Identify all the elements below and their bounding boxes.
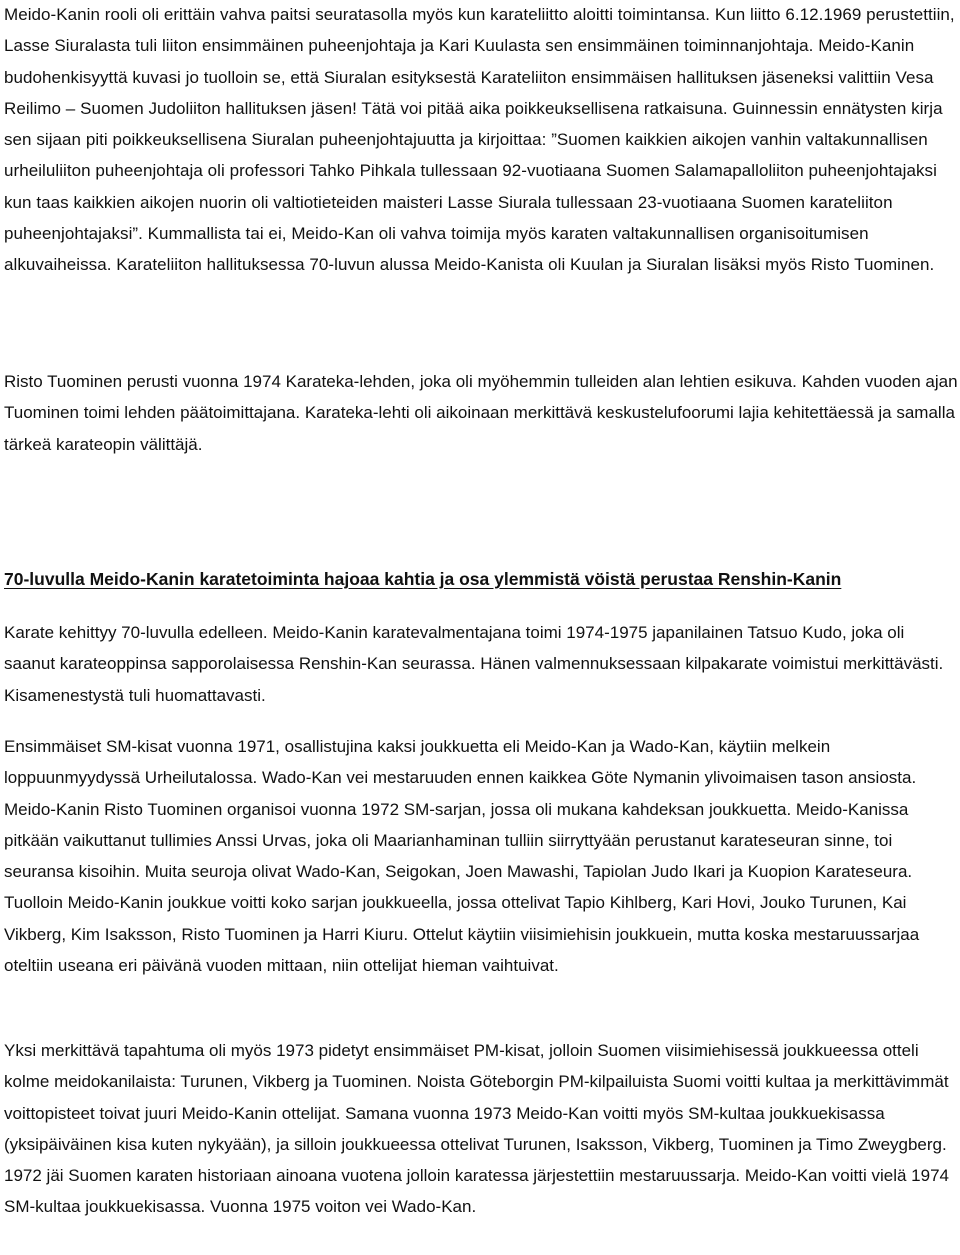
paragraph-karateliitto-history: Meido-Kanin rooli oli erittäin vahva paitsi seuratasolla myös kun karateliitto aloitti toimintansa. Kun liitto 6.12.1969 perustettiin, Lasse Siuralasta tuli liiton ensimmäinen puheenjohtaja ja Kari Kuulasta sen ensimmäinen toiminnanjohtaja. Meido-Kanin budohenkisyyttä kuvasi jo tuolloin se, että Siuralan esityksestä Karateliiton ensimmäisen hallituksen jäseneksi valittiin Vesa Reilimo – Suomen Judoliiton hallituksen jäsen! Tätä voi pitää aika poikkeuksellisena ratkaisuna. Guinnessin ennätysten kirja sen sijaan piti poikkeuksellisena Siuralan puheenjohtajuutta ja kirjoittaa: ”Suomen kaikkien aikojen vanhin valtakunnallisen urheiluliiton puheenjohtaja oli professori Tahko Pihkala tullessaan 92-vuotiaana Suomen Salamapalloliiton puheenjohtajaksi kun taas kaikkien aikojen nuorin oli valtiotieteiden maisteri Lasse Siurala tullessaan 23-vuotiaana Suomen karateliiton puheenjohtajaksi”. Kummallista tai ei, Meido-Kan oli vahva toimija myös karaten valtakunnallisen organisoitumisen alkuvaiheissa. Karateliiton hallituksessa 70-luvun alussa Meido-Kanista oli Kuulan ja Siuralan lisäksi myös Risto Tuominen.: [4, 5, 955, 275]
section-heading: 70-luvulla Meido-Kanin karatetoiminta hajoaa kahtia ja osa ylemmistä vöistä perustaa Renshin-Kanin: [4, 569, 842, 589]
paragraph-karateka-magazine: Risto Tuominen perusti vuonna 1974 Karateka-lehden, joka oli myöhemmin tulleiden alan lehtien esikuva. Kahden vuoden ajan Tuominen toimi lehden päätoimittajana. Karateka-lehti oli aikoinaan merkittävä keskustelufoorumi lajia kehitettäessä ja samalla tärkeä karateopin välittäjä.: [4, 372, 958, 454]
paragraph-first-sm-competitions: Ensimmäiset SM-kisat vuonna 1971, osallistujina kaksi joukkuetta eli Meido-Kan ja Wado-Kan, käytiin melkein loppuunmyydyssä Urheilutalossa. Wado-Kan vei mestaruuden ennen kaikkea Göte Nymanin ylivoimaisen tason ansiosta. Meido-Kanin Risto Tuominen organisoi vuonna 1972 SM-sarjan, jossa oli mukana kahdeksan joukkuetta. Meido-Kanissa pitkään vaikuttanut tullimies Anssi Urvas, joka oli Maarianhaminan tulliin siirryttyään perustanut karateseuran sinne, toi seuransa kisoihin. Muita seuroja olivat Wado-Kan, Seigokan, Joen Mawashi, Tapiolan Judo Ikari ja Kuopion Karateseura. Tuolloin Meido-Kanin joukkue voitti koko sarjan joukkueella, jossa ottelivat Tapio Kihlberg, Kari Hovi, Jouko Turunen, Kai Vikberg, Kim Isaksson, Risto Tuominen ja Harri Kiuru. Ottelut käytiin viisimiehisin joukkuein, mutta koska mestaruussarjaa oteltiin useana eri päivänä vuoden mittaan, niin ottelijat hieman vaihtuivat.: [4, 737, 920, 976]
paragraph-1970s-development: Karate kehittyy 70-luvulla edelleen. Meido-Kanin karatevalmentajana toimi 1974-1975 japanilainen Tatsuo Kudo, joka oli saanut karateoppinsa sapporolaisessa Renshin-Kan seurassa. Hänen valmennuksessaan kilpakarate voimistui merkittävästi. Kisamenestystä tuli huomattavasti.: [4, 623, 944, 705]
paragraph-first-pm-competitions: Yksi merkittävä tapahtuma oli myös 1973 pidetyt ensimmäiset PM-kisat, jolloin Suomen viisimiehisessä joukkueessa otteli kolme meidokanilaista: Turunen, Vikberg ja Tuominen. Noista Göteborgin PM-kilpailuista Suomi voitti kultaa ja merkittävimmät voittopisteet toivat juuri Meido-Kanin ottelijat. Samana vuonna 1973 Meido-Kan voitti myös SM-kultaa joukkuekisassa (yksipäiväinen kisa kuten nykyään), ja silloin joukkueessa ottelivat Turunen, Isaksson, Vikberg, Tuominen ja Timo Zweygberg. 1972 jäi Suomen karaten historiaan ainoana vuotena jolloin karatessa järjestettiin mestaruussarja. Meido-Kan voitti vielä 1974 SM-kultaa joukkuekisassa. Vuonna 1975 voiton vei Wado-Kan.: [4, 1041, 949, 1217]
